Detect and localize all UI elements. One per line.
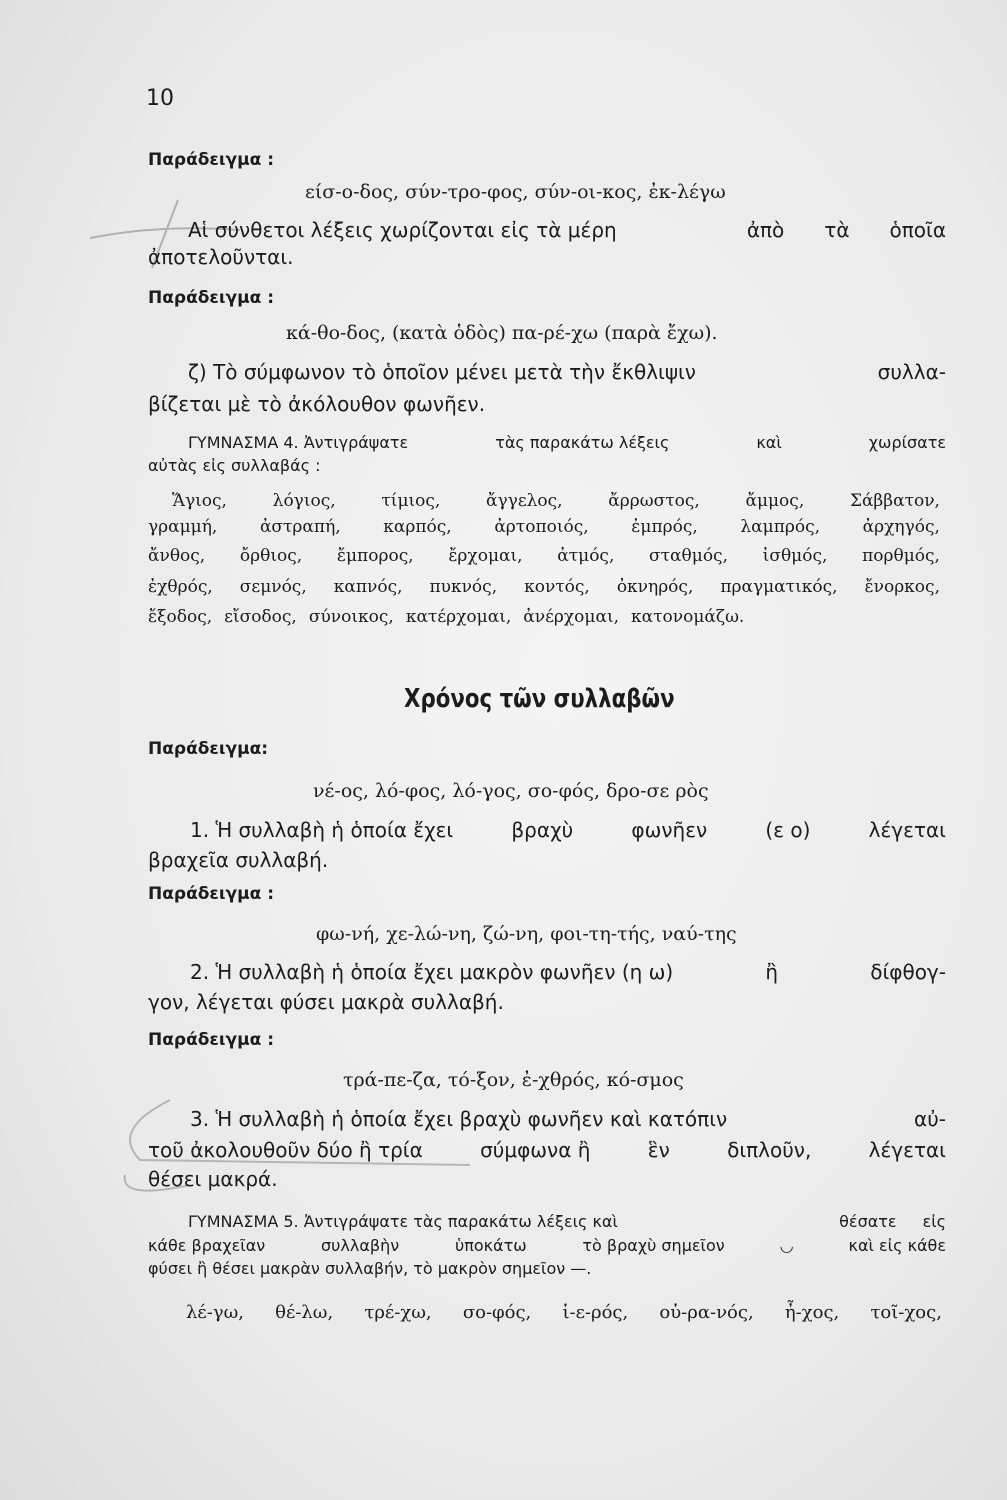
example-line-5: τρά-πε-ζα, τό-ξον, ἐ-χθρός, κό-σμος bbox=[343, 1069, 684, 1091]
exercise-4-line-1: ΓΥΜΝΑΣΜΑ 4. Ἀντιγράψατε τὰς παρακάτω λέξεις καὶ χωρίσατε bbox=[188, 433, 946, 452]
rule-2-line-2: γον, λέγεται φύσει μακρὰ συλλαβή. bbox=[148, 990, 504, 1014]
example-label-2: Παράδειγμα : bbox=[148, 288, 275, 308]
exercise-5-line-2: κάθε βραχεῖαν συλλαβὴν ὑποκάτω τὸ βραχὺ σημεῖον ◡ καὶ εἰς κάθε bbox=[148, 1236, 946, 1255]
exercise-5-line-1: ΓΥΜΝΑΣΜΑ 5. Ἀντιγράψατε τὰς παρακάτω λέξεις καὶ θέσατε εἰς bbox=[188, 1212, 946, 1231]
example-line-2: κά-θο-δος, (κατὰ ὁδὸς) πα-ρέ-χω (παρὰ ἔχω). bbox=[286, 322, 718, 344]
exercise-5-words: λέ-γω, θέ-λω, τρέ-χω, σο-φός, ἱ-ε-ρός, οὐ-ρα-νός, ἦ-χος, τοῖ-χος, bbox=[186, 1302, 942, 1323]
example-label-4: Παράδειγμα : bbox=[148, 884, 275, 904]
rule-3-line-2: τοῦ ἀκολουθοῦν δύο ἢ τρία σύμφωνα ἢ ἓν διπλοῦν, λέγεται bbox=[148, 1138, 946, 1162]
compound-rule-line-1: Αἱ σύνθετοι λέξεις χωρίζονται εἰς τὰ μέρη ἀπὸ τὰ ὁποῖα bbox=[188, 218, 946, 242]
breve-mark-icon: ◡ bbox=[780, 1236, 793, 1255]
rule-3-line-1: 3. Ἡ συλλαβὴ ἡ ὁποία ἔχει βραχὺ φωνῆεν καὶ κατόπιν αὐ- bbox=[190, 1107, 946, 1131]
exercise-4-words-row-3: ἄνθος, ὄρθιος, ἔμπορος, ἔρχομαι, ἀτμός, σταθμός, ἰσθμός, πορθμός, bbox=[148, 546, 940, 566]
example-line-3: νέ-ος, λό-φος, λό-γος, σο-φός, δρο-σε ρὸς bbox=[313, 780, 709, 802]
exercise-4-words-row-1: Ἅγιος, λόγιος, τίμιος, ἄγγελος, ἄρρωστος, ἄμμος, Σάββατον, bbox=[172, 491, 940, 511]
section-title: Χρόνος τῶν συλλαβῶν bbox=[404, 684, 675, 714]
rule-3-line-3: θέσει μακρά. bbox=[148, 1167, 278, 1191]
example-line-4: φω-νή, χε-λώ-νη, ζώ-νη, φοι-τη-τής, ναύ-της bbox=[316, 923, 737, 945]
exercise-5-line-3: φύσει ἢ θέσει μακρὰν συλλαβήν, τὸ μακρὸν σημεῖον —. bbox=[148, 1259, 592, 1278]
exercise-4-words-row-5: ἔξοδος, εἴσοδος, σύνοικος, κατέρχομαι, ἀνέρχομαι, κατονομάζω. bbox=[148, 607, 745, 627]
exercise-4-words-row-2: γραμμή, ἀστραπή, καρπός, ἀρτοποιός, ἐμπρός, λαμπρός, ἀρχηγός, bbox=[148, 517, 940, 537]
exercise-4-words-row-4: ἐχθρός, σεμνός, καπνός, πυκνός, κοντός, ὀκνηρός, πραγματικός, ἔνορκος, bbox=[148, 577, 940, 597]
rule-1-line-2: βραχεῖα συλλαβή. bbox=[148, 848, 329, 872]
example-line-1: είσ-ο-δος, σύν-τρο-φος, σύν-οι-κος, ἐκ-λέγω bbox=[305, 181, 726, 203]
example-label-5: Παράδειγμα : bbox=[148, 1030, 275, 1050]
exercise-4-line-2: αὐτὰς εἰς συλλαβάς : bbox=[148, 456, 321, 475]
rule-2-line-1: 2. Ἡ συλλαβὴ ἡ ὁποία ἔχει μακρὸν φωνῆεν (η ω) ἢ δίφθογ- bbox=[190, 960, 946, 984]
example-label-3: Παράδειγμα: bbox=[148, 739, 269, 759]
page-number: 10 bbox=[146, 86, 174, 111]
rule-z-line-1: ζ) Τὸ σύμφωνον τὸ ὁποῖον μένει μετὰ τὴν ἔκθλιψιν συλλα- bbox=[188, 360, 946, 384]
rule-z-line-2: βίζεται μὲ τὸ ἀκόλουθον φωνῆεν. bbox=[148, 392, 486, 416]
rule-1-line-1: 1. Ἡ συλλαβὴ ἡ ὁποία ἔχει βραχὺ φωνῆεν (ε ο) λέγεται bbox=[190, 818, 946, 842]
compound-rule-line-2: ἀποτελοῦνται. bbox=[148, 245, 294, 269]
example-label-1: Παράδειγμα : bbox=[148, 150, 275, 170]
